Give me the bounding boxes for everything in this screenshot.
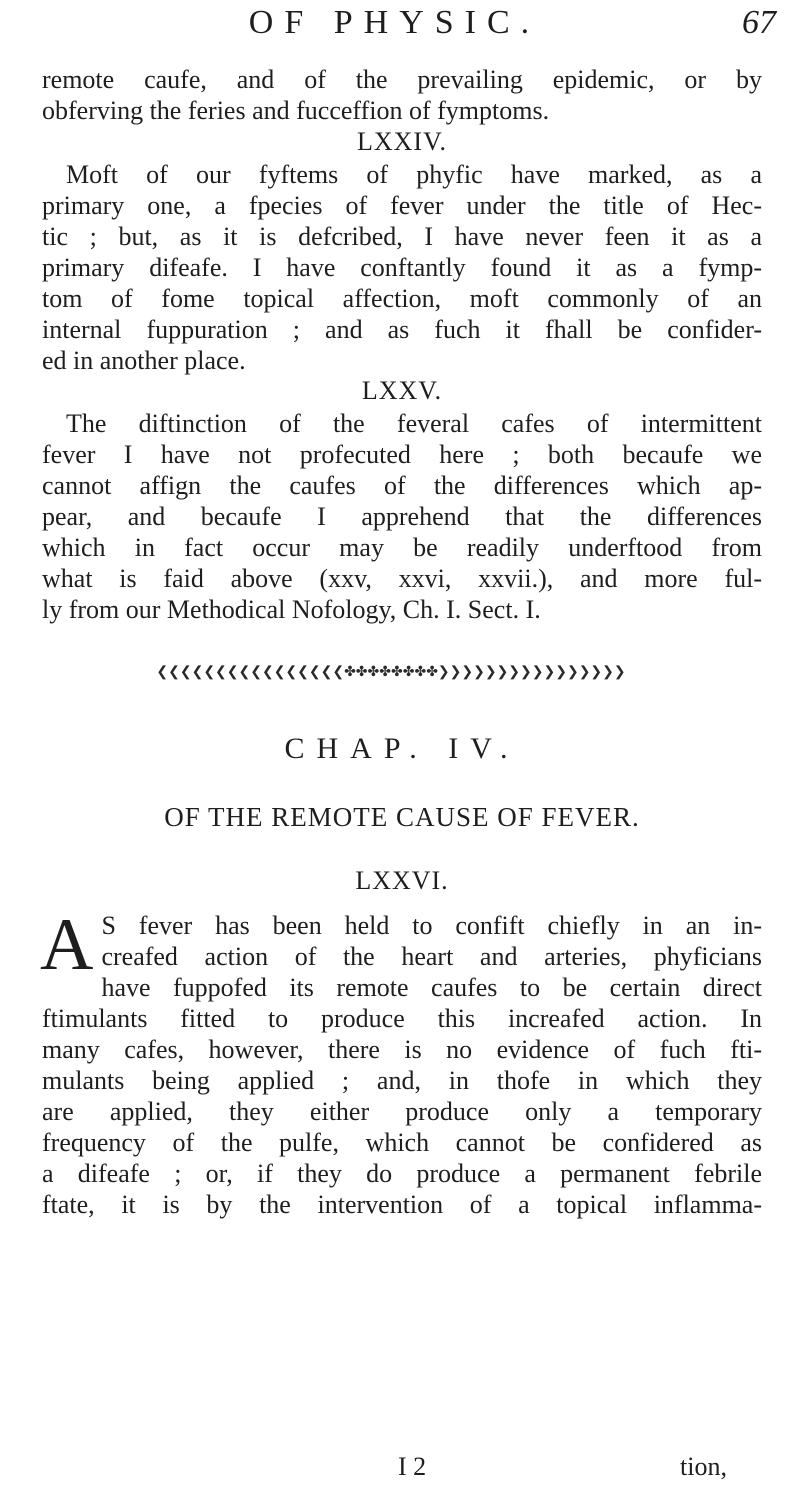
chapter-heading: CHAP. IV. xyxy=(284,732,520,765)
text-line: primary difeafe. I have conftantly found it as a fymp- xyxy=(42,253,762,282)
text-line: frequency of the pulfe, which cannot be confidered as xyxy=(42,1128,762,1157)
paragraph-continued xyxy=(42,64,762,126)
paragraph-lxxiv xyxy=(42,159,762,376)
drop-capital: A xyxy=(40,904,94,986)
text-line: ftimulants fitted to produce this increafed action. In xyxy=(42,1004,762,1033)
paragraph-lxxv xyxy=(42,408,762,625)
text-line: tic ; but, as it is defcribed, I have never feen it as a xyxy=(42,222,762,251)
text-line: many cafes, however, there is no evidence of fuch fti- xyxy=(42,1035,762,1064)
catchword: tion, xyxy=(680,1452,727,1481)
text-line: mulants being applied ; and, in thofe in which they xyxy=(42,1066,762,1095)
section-numeral-lxxv: LXXV. xyxy=(361,376,443,405)
text-line: internal fuppuration ; and as fuch it fhall be confider- xyxy=(42,315,762,344)
running-head xyxy=(42,4,782,48)
book-page xyxy=(42,0,782,1493)
text-line: are applied, they either produce only a temporary xyxy=(42,1097,762,1126)
running-title: OF PHYSIC. xyxy=(248,4,541,41)
text-line: ftate, it is by the intervention of a topical inflamma- xyxy=(42,1190,762,1219)
section-numeral-lxxiv: LXXIV. xyxy=(356,127,448,156)
printers-ornament-rule: ❮❮❮❮❮❮❮❮❮❮❮❮❮❮❮❮✤✤✤✤✤✤✤✤❯❯❯❯❯❯❯❯❯❯❯❯❯❯❯❯ xyxy=(156,665,626,680)
text-line: Moft of our fyftems of phyfic have marked, as a xyxy=(66,160,762,189)
text-line: ly from our Methodical Nofology, Ch. I. Sect. I. xyxy=(42,595,541,624)
paragraph-lxxvi xyxy=(40,904,762,1220)
text-line: tom of fome topical affection, moft commonly of an xyxy=(42,284,762,313)
section-numeral-lxxvi: LXXVI. xyxy=(355,866,449,895)
text-line: which in fact occur may be readily underftood from xyxy=(42,533,762,562)
text-line: fever I have not profecuted here ; both becaufe we xyxy=(42,440,762,469)
text-line: cannot affign the caufes of the differences which ap- xyxy=(42,471,762,500)
text-line: primary one, a fpecies of fever under the title of Hec- xyxy=(42,191,762,220)
text-line: remote caufe, and of the prevailing epidemic, or by xyxy=(42,65,762,94)
text-line: creafed action of the heart and arteries, phyficians xyxy=(101,942,762,971)
text-line: obferving the feries and fucceffion of fymptoms. xyxy=(42,96,550,125)
text-line: S fever has been held to confift chiefly in an in- xyxy=(101,911,762,940)
text-line: what is faid above (xxv, xxvi, xxvii.), and more ful- xyxy=(42,564,762,593)
text-line: The diftinction of the feveral cafes of intermittent xyxy=(66,409,762,438)
text-line: ed in another place. xyxy=(42,346,246,375)
text-line: have fuppofed its remote caufes to be certain direct xyxy=(101,973,762,1002)
signature-mark: I 2 xyxy=(398,1452,427,1481)
text-line: a difeafe ; or, if they do produce a permanent febrile xyxy=(42,1159,762,1188)
text-line: pear, and becaufe I apprehend that the differences xyxy=(42,502,762,531)
page-number: 67 xyxy=(742,4,776,41)
chapter-title: OF THE REMOTE CAUSE OF FEVER. xyxy=(164,802,640,832)
